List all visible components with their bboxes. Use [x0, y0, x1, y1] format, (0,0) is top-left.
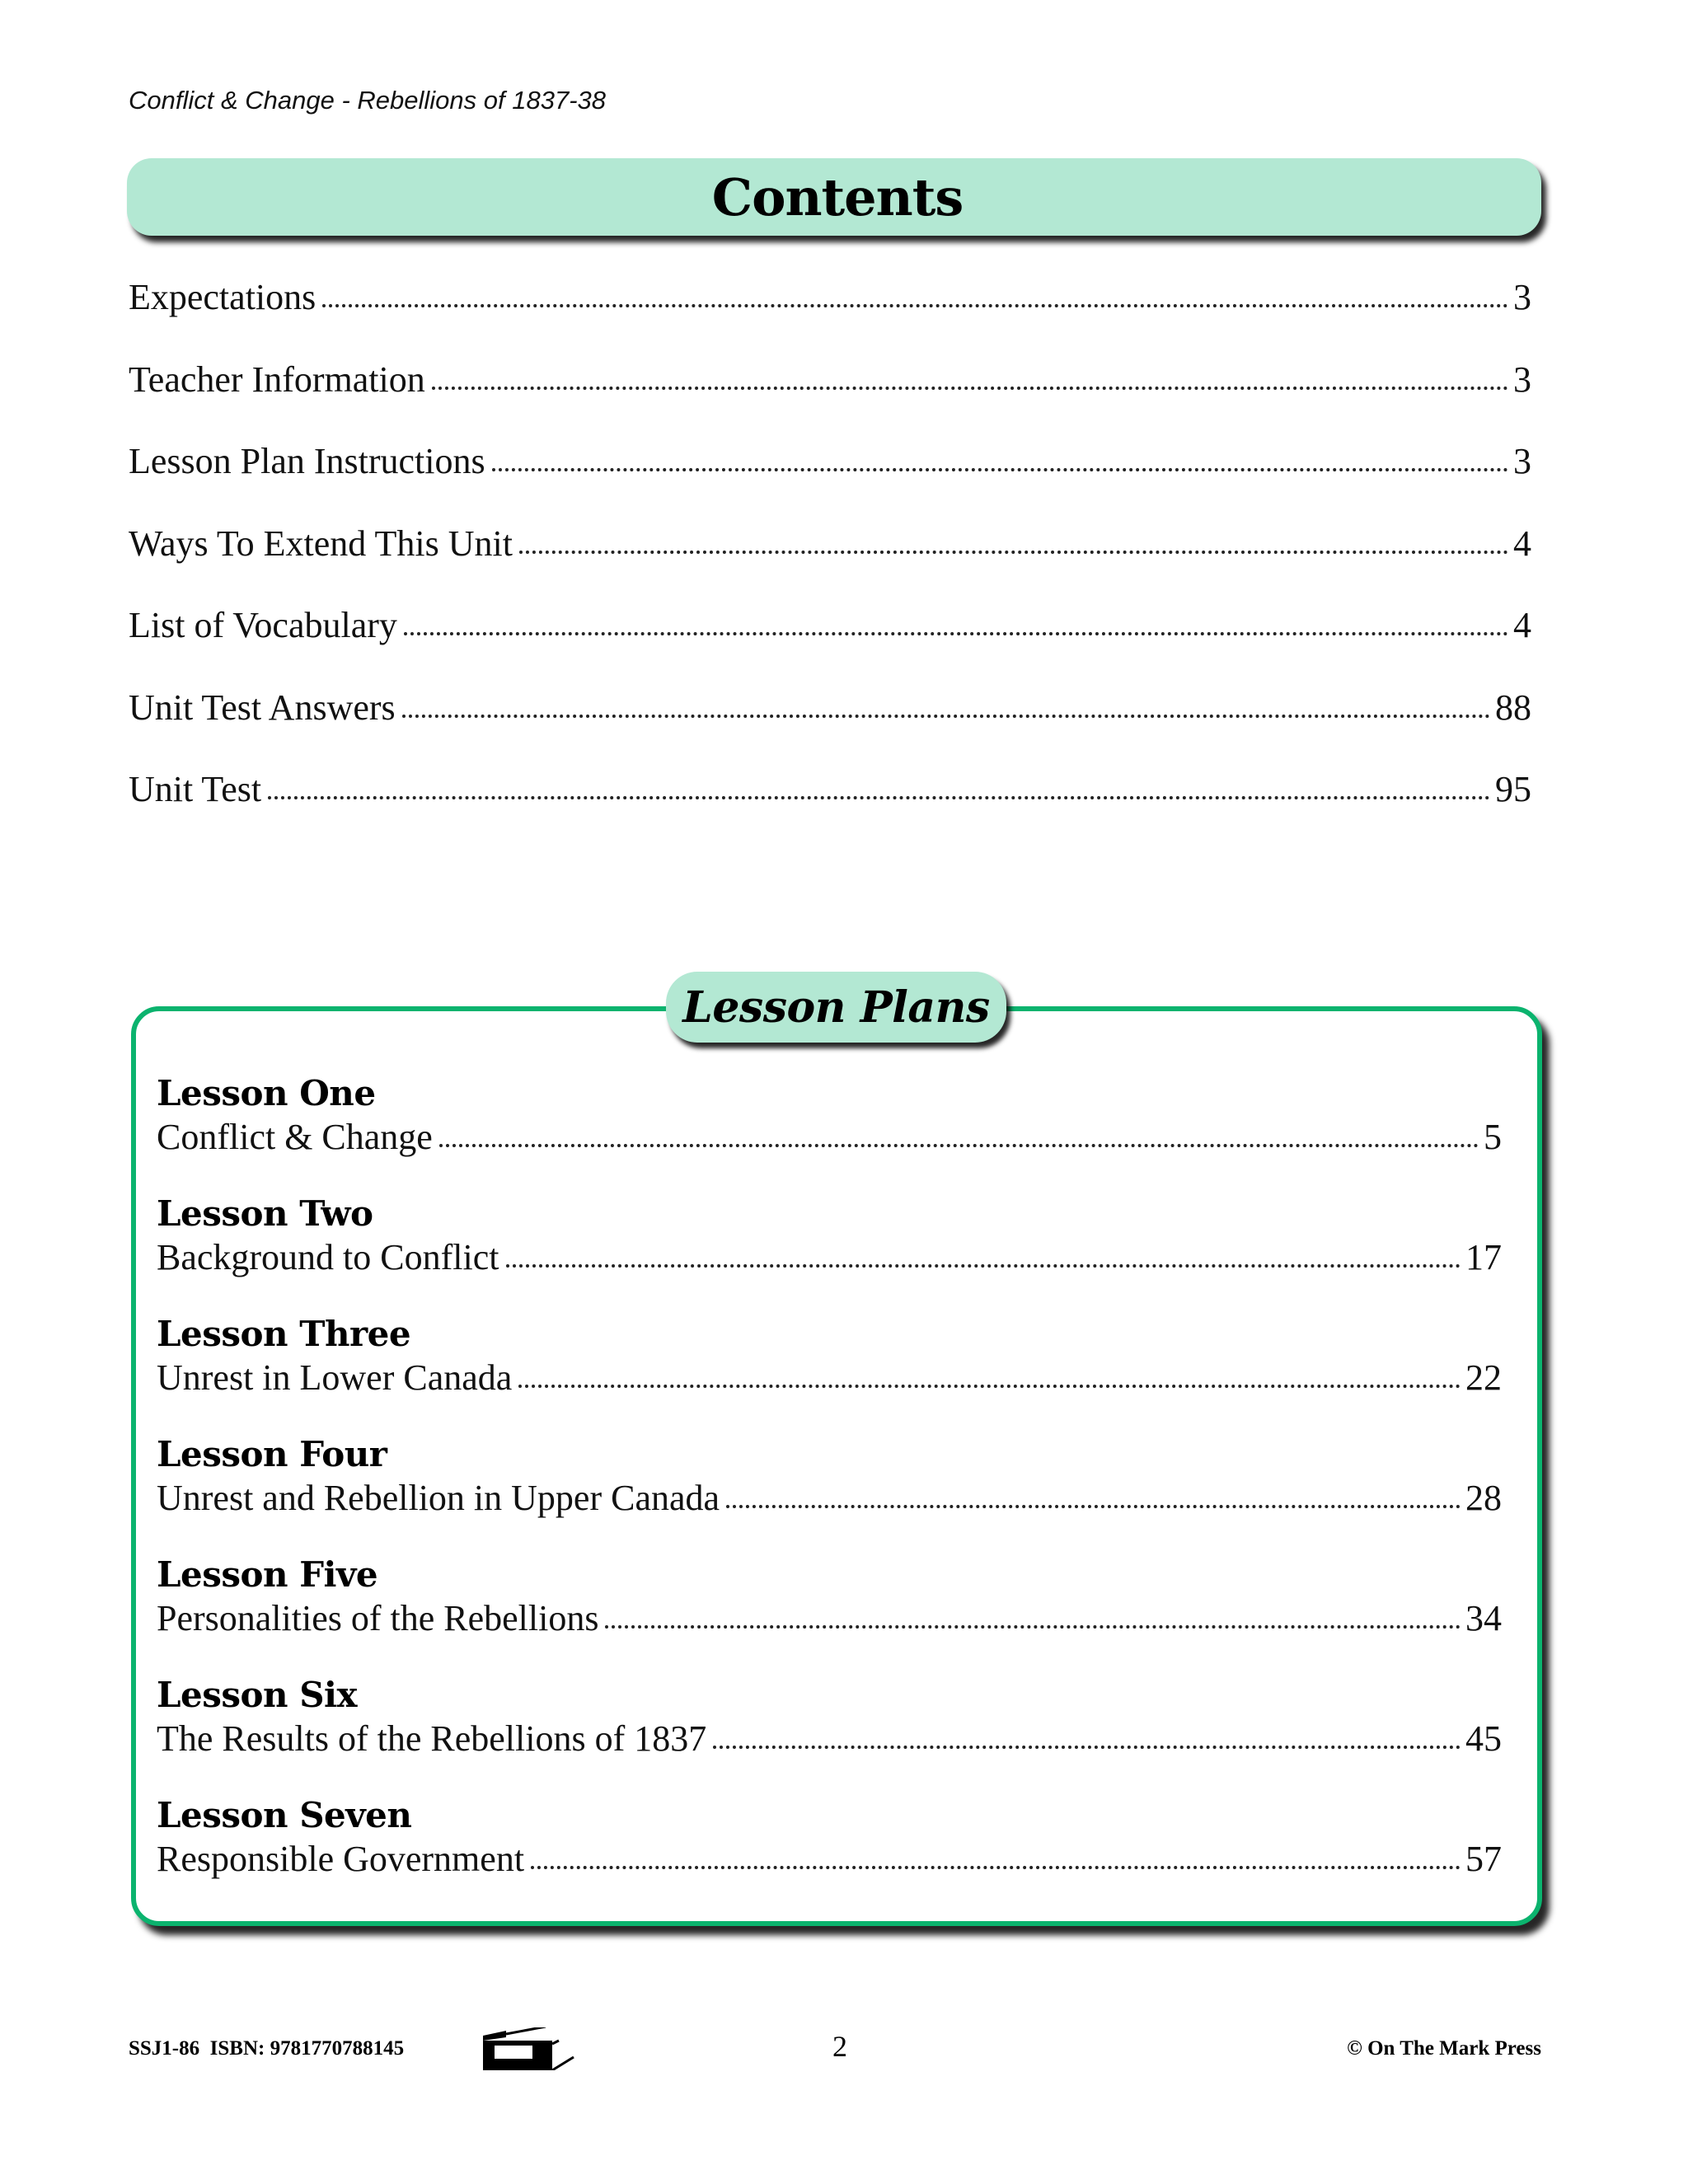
lesson-page: 17 [1465, 1237, 1502, 1277]
dot-leader [519, 551, 1508, 554]
lesson-page: 45 [1465, 1718, 1502, 1759]
toc-entry-page: 4 [1513, 605, 1531, 645]
dot-leader [432, 387, 1508, 390]
lesson-entry-one[interactable] [157, 1071, 1502, 1192]
lesson-title: Unrest in Lower Canada [157, 1357, 513, 1398]
code-isbn: SSJ1-86 ISBN: 9781770788145 [129, 2037, 405, 2060]
toc-entry-label: List of Vocabulary [129, 605, 397, 645]
dot-leader [506, 1264, 1461, 1268]
lesson-title: Background to Conflict [157, 1237, 499, 1277]
toc-entry-label: Teacher Information [129, 359, 425, 400]
page-footer [0, 2027, 1688, 2077]
contents-banner [127, 158, 1541, 236]
dot-leader [492, 468, 1508, 471]
toc-entry-expectations[interactable] [129, 276, 1531, 359]
toc-entry-lesson-plan-instructions[interactable] [129, 440, 1531, 523]
photocopier-icon [481, 2027, 575, 2070]
lesson-heading: Lesson Five [157, 1554, 378, 1595]
contents-list [129, 276, 1531, 851]
lesson-title: Conflict & Change [157, 1117, 433, 1157]
toc-entry-label: Lesson Plan Instructions [129, 441, 485, 481]
toc-entry-ways-to-extend[interactable] [129, 523, 1531, 605]
lesson-page: 5 [1484, 1117, 1502, 1157]
lesson-heading: Lesson Six [157, 1675, 358, 1715]
toc-entry-label: Unit Test [129, 769, 262, 809]
dot-leader [268, 796, 1490, 799]
toc-entry-page: 88 [1495, 687, 1531, 728]
toc-entry-page: 3 [1513, 441, 1531, 481]
lesson-entry-three[interactable] [157, 1312, 1502, 1432]
lesson-title: Unrest and Rebellion in Upper Canada [157, 1478, 720, 1518]
lesson-title: Responsible Government [157, 1839, 525, 1879]
dot-leader [713, 1746, 1461, 1749]
lesson-heading: Lesson Four [157, 1434, 387, 1474]
toc-entry-unit-test[interactable] [129, 768, 1531, 851]
dot-leader [322, 304, 1508, 307]
toc-entry-page: 4 [1513, 523, 1531, 564]
toc-entry-page: 3 [1513, 359, 1531, 400]
lesson-page: 22 [1465, 1357, 1502, 1398]
toc-entry-label: Expectations [129, 277, 316, 317]
dot-leader [439, 1144, 1479, 1147]
dot-leader [518, 1385, 1461, 1388]
toc-entry-page: 3 [1513, 277, 1531, 317]
lesson-entry-two[interactable] [157, 1192, 1502, 1312]
dot-leader [404, 632, 1508, 635]
lesson-list [157, 1071, 1502, 1914]
toc-entry-page: 95 [1495, 769, 1531, 809]
lesson-plans-title: Lesson Plans [682, 982, 990, 1033]
toc-entry-label: Ways To Extend This Unit [129, 523, 513, 564]
running-head: Conflict & Change - Rebellions of 1837-38 [129, 86, 607, 115]
toc-entry-teacher-information[interactable] [129, 359, 1531, 441]
lesson-heading: Lesson Two [157, 1193, 373, 1234]
lesson-title: The Results of the Rebellions of 1837 [157, 1718, 707, 1759]
lesson-heading: Lesson Three [157, 1314, 411, 1354]
lesson-plans-header [666, 972, 1006, 1043]
lesson-heading: Lesson Seven [157, 1795, 412, 1835]
dot-leader [531, 1866, 1461, 1869]
lesson-entry-four[interactable] [157, 1432, 1502, 1553]
toc-entry-list-of-vocabulary[interactable] [129, 604, 1531, 687]
copyright: © On The Mark Press [1347, 2037, 1541, 2060]
toc-entry-label: Unit Test Answers [129, 687, 396, 728]
lesson-entry-five[interactable] [157, 1553, 1502, 1673]
lesson-entry-seven[interactable] [157, 1793, 1502, 1914]
page-title: Contents [711, 166, 964, 227]
dot-leader [726, 1505, 1461, 1508]
lesson-page: 57 [1465, 1839, 1502, 1879]
toc-entry-unit-test-answers[interactable] [129, 687, 1531, 769]
lesson-entry-six[interactable] [157, 1673, 1502, 1793]
dot-leader [605, 1625, 1461, 1629]
lesson-page: 28 [1465, 1478, 1502, 1518]
page-number: 2 [832, 2030, 847, 2063]
lesson-title: Personalities of the Rebellions [157, 1598, 599, 1638]
dot-leader [402, 715, 1490, 718]
lesson-page: 34 [1465, 1598, 1502, 1638]
lesson-heading: Lesson One [157, 1073, 376, 1113]
